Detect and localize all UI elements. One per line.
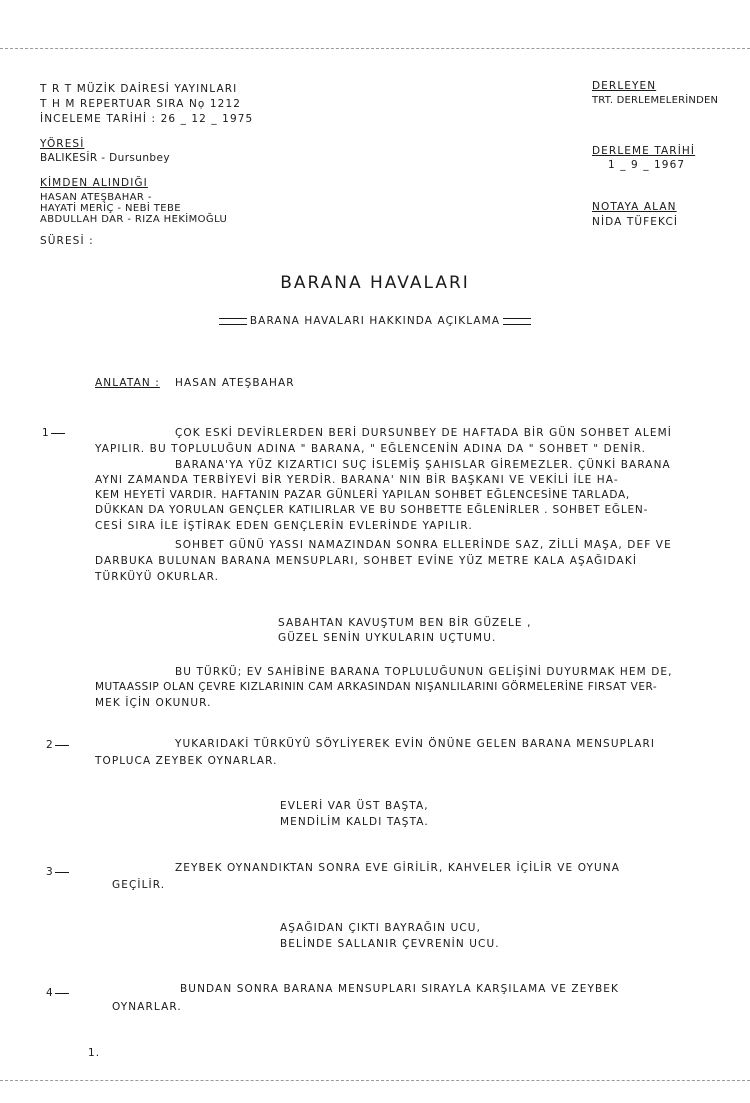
left-double-rule xyxy=(219,318,247,325)
section1-verse-line: GÜZEL SENİN UYKULARIN UÇTUMU. xyxy=(278,632,497,644)
section1-after-line: MUTAASSIP OLAN ÇEVRE KIZLARININ CAM ARKASINDAN NIŞANLILARINI GÖRMELERİNE FIRSAT VER- xyxy=(95,681,658,693)
section2-line: YUKARIDAKİ TÜRKÜYÜ SÖYLİYEREK EVİN ÖNÜNE GELEN BARANA MENSUPLARI xyxy=(175,738,656,750)
top-edge-line xyxy=(0,48,750,49)
header-line-2: T H M REPERTUAR SIRA Nọ 1212 xyxy=(40,98,242,110)
section4-line: BUNDAN SONRA BARANA MENSUPLARI SIRAYLA KARŞILAMA VE ZEYBEK xyxy=(180,983,619,995)
page-title: BARANA HAVALARI xyxy=(280,273,470,293)
notaya-alan-value: NİDA TÜFEKCİ xyxy=(592,216,679,228)
section1-line: TÜRKÜYÜ OKURLAR. xyxy=(95,571,220,583)
right-double-rule xyxy=(503,318,531,325)
section-number-1: 1 xyxy=(42,427,65,439)
derleme-tarihi-value: 1 _ 9 _ 1967 xyxy=(608,159,686,171)
yoresi-label: YÖRESİ xyxy=(40,138,85,150)
section4-line: OYNARLAR. xyxy=(112,1001,182,1013)
section2-line: TOPLUCA ZEYBEK OYNARLAR. xyxy=(95,755,278,767)
kimden-line-2: HAYATİ MERİÇ - NEBİ TEBE xyxy=(40,203,182,214)
section-number-3: 3 xyxy=(46,866,69,878)
kimden-line-1: HASAN ATEŞBAHAR - xyxy=(40,192,152,203)
section1-line: SOHBET GÜNÜ YASSI NAMAZINDAN SONRA ELLERİNDE SAZ, ZİLLİ MAŞA, DEF VE xyxy=(175,539,672,551)
section1-line: AYNI ZAMANDA TERBİYEVİ BİR YERDİR. BARANA' NIN BİR BAŞKANI VE VEKİLİ İLE HA- xyxy=(95,474,619,486)
narrator-value: HASAN ATEŞBAHAR xyxy=(175,377,295,389)
derleme-tarihi-label: DERLEME TARİHİ xyxy=(592,145,696,157)
bottom-edge-line xyxy=(0,1080,750,1081)
notaya-alan-label: NOTAYA ALAN xyxy=(592,201,677,213)
header-line-1: T R T MÜZİK DAİRESİ YAYINLARI xyxy=(40,83,238,95)
subtitle-text: BARANA HAVALARI HAKKINDA AÇIKLAMA xyxy=(249,315,501,327)
subtitle xyxy=(0,315,750,327)
section1-line: KEM HEYETİ VARDIR. HAFTANIN PAZAR GÜNLERİ YAPILAN SOHBET EĞLENCESİNE TARLADA, xyxy=(95,489,630,501)
derleyen-label: DERLEYEN xyxy=(592,80,657,92)
section2-verse-line: MENDİLİM KALDI TAŞTA. xyxy=(280,816,429,828)
section3-verse-line: BELİNDE SALLANIR ÇEVRENİN UCU. xyxy=(280,938,500,950)
section1-after-line: BU TÜRKÜ; EV SAHİBİNE BARANA TOPLULUĞUNUN GELİŞİNİ DUYURMAK HEM DE, xyxy=(175,666,673,678)
section2-verse-line: EVLERİ VAR ÜST BAŞTA, xyxy=(280,800,429,812)
section-number-4: 4 xyxy=(46,987,69,999)
section1-line: CESİ SIRA İLE İŞTİRAK EDEN GENÇLERİN EVLERİNDE YAPILIR. xyxy=(95,520,473,532)
narrator-label: ANLATAN : xyxy=(95,377,160,389)
suresi-label: SÜRESİ : xyxy=(40,235,94,247)
section-number-2: 2 xyxy=(46,739,69,751)
kimden-label: KİMDEN ALINDIĞI xyxy=(40,177,148,189)
section1-line: DARBUKA BULUNAN BARANA MENSUPLARI, SOHBET EVİNE YÜZ METRE KALA AŞAĞIDAKİ xyxy=(95,555,638,567)
header-line-3: İNCELEME TARİHİ : 26 _ 12 _ 1975 xyxy=(40,113,254,125)
derleyen-value: TRT. DERLEMELERİNDEN xyxy=(592,95,719,106)
yoresi-value: BALIKESİR - Dursunbey xyxy=(40,152,170,164)
section3-verse-line: AŞAĞIDAN ÇIKTI BAYRAĞIN UCU, xyxy=(280,922,482,934)
section1-line: YAPILIR. BU TOPLULUĞUN ADINA " BARANA, " EĞLENCENİN ADINA DA " SOHBET " DENİR. xyxy=(95,443,647,455)
section1-line: DÜKKAN DA YORULAN GENÇLER KATILIRLAR VE BU SOHBETTE EĞLENİRLER . SOHBET EĞLEN- xyxy=(95,504,649,516)
section3-line: GEÇİLİR. xyxy=(112,879,166,891)
kimden-line-3: ABDULLAH DAR - RIZA HEKİMOĞLU xyxy=(40,214,228,225)
page-number: 1. xyxy=(88,1047,101,1059)
section1-after-line: MEK İÇİN OKUNUR. xyxy=(95,697,212,709)
section3-line: ZEYBEK OYNANDIKTAN SONRA EVE GİRİLİR, KAHVELER İÇİLİR VE OYUNA xyxy=(175,862,621,874)
section1-line: BARANA'YA YÜZ KIZARTICI SUÇ İSLEMİŞ ŞAHISLAR GİREMEZLER. ÇÜNKİ BARANA xyxy=(175,459,671,471)
section1-verse-line: SABAHTAN KAVUŞTUM BEN BİR GÜZELE , xyxy=(278,617,532,629)
section1-line: ÇOK ESKİ DEVİRLERDEN BERİ DURSUNBEY DE HAFTADA BİR GÜN SOHBET ALEMİ xyxy=(175,427,672,439)
